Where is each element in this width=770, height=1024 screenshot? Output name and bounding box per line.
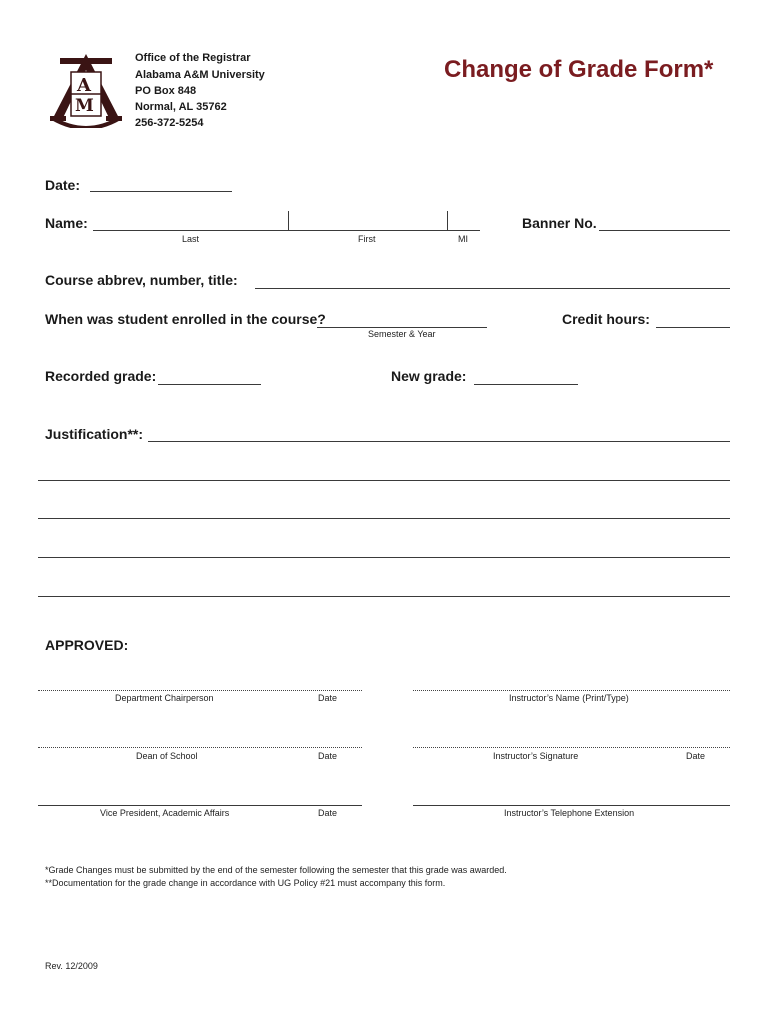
footnote-2: **Documentation for the grade change in accordance with UG Policy #21 must accompany this form. [45,878,446,888]
name-divider [447,211,448,230]
university-logo [46,50,126,128]
recorded-grade-field[interactable] [158,384,261,385]
mi-field[interactable] [448,230,480,231]
name-label: Name: [45,215,88,231]
enrolled-field[interactable] [317,327,487,328]
last-caption: Last [182,234,200,244]
justification-line[interactable] [38,557,730,558]
semester-year-caption: Semester & Year [368,329,436,339]
logo-letter-a: A [77,75,91,96]
justification-line[interactable] [38,596,730,597]
page-title: Change of Grade Form* [444,56,714,83]
justification-line[interactable] [38,518,730,519]
first-name-field[interactable] [289,230,447,231]
date-label: Date: [45,177,81,193]
approved-heading: APPROVED: [45,637,129,653]
instructor-signature-caption: Instructor’s Signature [493,751,579,761]
university-name: Alabama A&M University [135,69,265,81]
name-divider [288,211,289,230]
instructor-name-line[interactable] [413,690,730,691]
new-grade-label: New grade: [391,368,467,384]
city-state-zip: Normal, AL 35762 [135,101,227,113]
instructor-date-caption: Date [686,751,706,761]
vp-caption: Vice President, Academic Affairs [100,808,230,818]
last-name-field[interactable] [93,230,288,231]
dept-chair-signature-line[interactable] [38,690,362,691]
banner-label: Banner No. [522,215,597,231]
enrolled-label: When was student enrolled in the course? [45,311,326,327]
first-caption: First [358,234,376,244]
justification-line[interactable] [38,480,730,481]
course-field[interactable] [255,288,730,289]
dean-date-caption: Date [318,751,338,761]
credit-hours-label: Credit hours: [562,311,650,327]
dept-chair-date-caption: Date [318,693,338,703]
vp-signature-line[interactable] [38,805,362,806]
logo-letter-m: M [75,96,94,116]
dean-caption: Dean of School [136,751,198,761]
office-name: Office of the Registrar [135,52,251,64]
mi-caption: MI [458,234,468,244]
po-box: PO Box 848 [135,85,197,97]
phone-number: 256-372-5254 [135,117,204,129]
instructor-name-caption: Instructor’s Name (Print/Type) [509,693,629,703]
recorded-grade-label: Recorded grade: [45,368,157,384]
dean-signature-line[interactable] [38,747,362,748]
credit-hours-field[interactable] [656,327,730,328]
banner-field[interactable] [599,230,730,231]
justification-label: Justification**: [45,426,144,442]
revision-note: Rev. 12/2009 [45,961,98,971]
new-grade-field[interactable] [474,384,578,385]
justification-field[interactable] [148,441,730,442]
course-label: Course abbrev, number, title: [45,272,238,288]
footnote-1: *Grade Changes must be submitted by the end of the semester following the semester that this grade was awarded. [45,865,507,875]
dept-chair-caption: Department Chairperson [115,693,214,703]
vp-date-caption: Date [318,808,338,818]
instructor-phone-line[interactable] [413,805,730,806]
instructor-signature-line[interactable] [413,747,730,748]
instructor-phone-caption: Instructor’s Telephone Extension [504,808,635,818]
date-field[interactable] [90,191,232,192]
